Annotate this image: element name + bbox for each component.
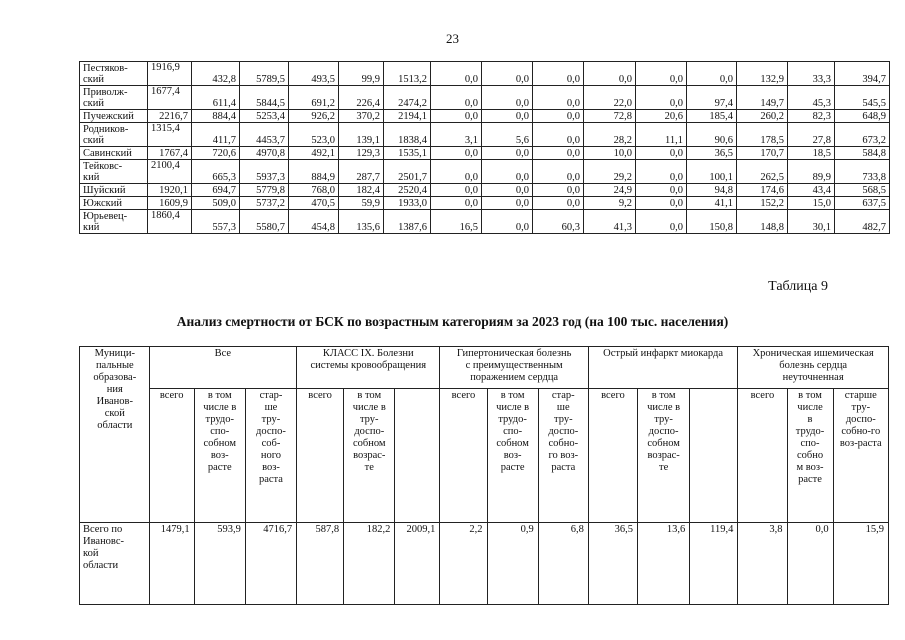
table-cell: 0,0 xyxy=(431,86,482,110)
subheader-cell: всего xyxy=(738,389,787,523)
total-cell: 0,9 xyxy=(487,523,538,605)
table-cell: 1535,1 xyxy=(384,147,431,160)
table-cell: 2501,7 xyxy=(384,160,431,184)
table-cell: 2194,1 xyxy=(384,110,431,123)
table-caption: Таблица 9 xyxy=(768,279,828,294)
subheader-cell: в том числе в трудо- спо- собно м воз- расте xyxy=(787,389,833,523)
table-cell: 28,2 xyxy=(584,123,636,147)
table-cell: 0,0 xyxy=(431,62,482,86)
table-cell: 1920,1 xyxy=(148,184,192,197)
table-cell: 2520,4 xyxy=(384,184,431,197)
table-cell: 0,0 xyxy=(482,210,533,234)
table-cell: 1609,9 xyxy=(148,197,192,210)
total-cell: 36,5 xyxy=(588,523,637,605)
table-row xyxy=(80,197,890,210)
table-cell: 60,3 xyxy=(533,210,584,234)
table-cell: 97,4 xyxy=(687,86,737,110)
table-cell: 1838,4 xyxy=(384,123,431,147)
table-cell: 0,0 xyxy=(431,197,482,210)
table-cell: 694,7 xyxy=(192,184,240,197)
table-cell: 132,9 xyxy=(737,62,788,86)
group-header-hypertension: Гипертоническая болезнь с преимущественным поражением сердца xyxy=(440,347,588,389)
table-cell: 523,0 xyxy=(289,123,339,147)
table-cell: 926,2 xyxy=(289,110,339,123)
table-cell: 545,5 xyxy=(835,86,890,110)
table-cell: 4453,7 xyxy=(240,123,289,147)
row-name: Родников- ский xyxy=(80,123,148,147)
table-cell: 1767,4 xyxy=(148,147,192,160)
table-cell: 0,0 xyxy=(533,184,584,197)
row-name: Южский xyxy=(80,197,148,210)
table-cell: 884,4 xyxy=(192,110,240,123)
subheader-cell: всего xyxy=(149,389,194,523)
total-cell: 0,0 xyxy=(787,523,833,605)
table-cell: 733,8 xyxy=(835,160,890,184)
table-cell: 0,0 xyxy=(533,110,584,123)
table-row xyxy=(80,210,890,234)
table-cell: 0,0 xyxy=(636,197,687,210)
table-cell: 287,7 xyxy=(339,160,384,184)
subheader-cell: в том числе в тру- доспо- собном возрас- те xyxy=(344,389,395,523)
table-row xyxy=(80,86,890,110)
table-cell: 260,2 xyxy=(737,110,788,123)
table-cell: 20,6 xyxy=(636,110,687,123)
table-cell: 5253,4 xyxy=(240,110,289,123)
table-cell: 16,5 xyxy=(431,210,482,234)
total-cell: 1479,1 xyxy=(149,523,194,605)
table-cell: 89,9 xyxy=(788,160,835,184)
total-cell: 119,4 xyxy=(690,523,738,605)
subheader-cell: всего xyxy=(588,389,637,523)
subheader-cell: старше тру- доспо- собно-го воз-раста xyxy=(833,389,888,523)
table-cell: 768,0 xyxy=(289,184,339,197)
table-cell: 139,1 xyxy=(339,123,384,147)
group-header-infarction: Острый инфаркт миокарда xyxy=(588,347,737,389)
table-row xyxy=(80,123,890,147)
table-cell: 0,0 xyxy=(431,110,482,123)
table-cell: 43,4 xyxy=(788,184,835,197)
table-cell: 1513,2 xyxy=(384,62,431,86)
subheader-cell: всего xyxy=(440,389,487,523)
subheader-cell: в том числе в трудо- спо- собном воз- расте xyxy=(194,389,245,523)
table-cell: 41,1 xyxy=(687,197,737,210)
table-cell: 0,0 xyxy=(533,123,584,147)
table-cell: 129,3 xyxy=(339,147,384,160)
total-cell: 587,8 xyxy=(297,523,344,605)
total-row-name: Всего по Ивановс- кой области xyxy=(80,523,150,605)
table-cell: 0,0 xyxy=(482,62,533,86)
total-cell: 2,2 xyxy=(440,523,487,605)
table-cell: 5,6 xyxy=(482,123,533,147)
table-cell: 0,0 xyxy=(482,197,533,210)
top-data-table xyxy=(79,61,890,234)
table-cell: 152,2 xyxy=(737,197,788,210)
table-cell: 0,0 xyxy=(636,210,687,234)
total-cell: 3,8 xyxy=(738,523,787,605)
table-cell: 509,0 xyxy=(192,197,240,210)
table-cell: 0,0 xyxy=(533,197,584,210)
table-cell: 15,0 xyxy=(788,197,835,210)
table-cell: 150,8 xyxy=(687,210,737,234)
table-cell: 148,8 xyxy=(737,210,788,234)
table-cell: 493,5 xyxy=(289,62,339,86)
row-name: Шуйский xyxy=(80,184,148,197)
table-cell: 482,7 xyxy=(835,210,890,234)
table-cell: 673,2 xyxy=(835,123,890,147)
table-cell: 1933,0 xyxy=(384,197,431,210)
table-cell: 720,6 xyxy=(192,147,240,160)
table-cell: 0,0 xyxy=(431,160,482,184)
subheader-cell xyxy=(690,389,738,523)
table-cell: 0,0 xyxy=(431,184,482,197)
table-cell: 82,3 xyxy=(788,110,835,123)
table-cell: 185,4 xyxy=(687,110,737,123)
table-cell: 370,2 xyxy=(339,110,384,123)
table-cell: 568,5 xyxy=(835,184,890,197)
table-cell: 262,5 xyxy=(737,160,788,184)
table-cell: 0,0 xyxy=(482,86,533,110)
table-cell: 557,3 xyxy=(192,210,240,234)
table-cell: 2474,2 xyxy=(384,86,431,110)
subheader-cell xyxy=(395,389,440,523)
row-name: Пучежский xyxy=(80,110,148,123)
table-cell: 884,9 xyxy=(289,160,339,184)
table-cell: 178,5 xyxy=(737,123,788,147)
table-row xyxy=(80,110,890,123)
table-cell: 18,5 xyxy=(788,147,835,160)
table-cell: 665,3 xyxy=(192,160,240,184)
table-cell: 27,8 xyxy=(788,123,835,147)
table-cell: 0,0 xyxy=(687,62,737,86)
table-cell: 470,5 xyxy=(289,197,339,210)
subheader-cell: стар- ше тру- доспо- соб- ного воз- раста xyxy=(245,389,296,523)
table-cell: 2100,4 xyxy=(148,160,192,184)
table-cell: 45,3 xyxy=(788,86,835,110)
municipality-header: Муници- пальные образова- ния Иванов- ской области xyxy=(80,347,150,523)
table-cell: 2216,7 xyxy=(148,110,192,123)
table-cell: 100,1 xyxy=(687,160,737,184)
table-cell: 5844,5 xyxy=(240,86,289,110)
table-cell: 0,0 xyxy=(636,184,687,197)
table-cell: 90,6 xyxy=(687,123,737,147)
table-cell: 135,6 xyxy=(339,210,384,234)
table-cell: 3,1 xyxy=(431,123,482,147)
table-cell: 5580,7 xyxy=(240,210,289,234)
table-cell: 9,2 xyxy=(584,197,636,210)
table-cell: 149,7 xyxy=(737,86,788,110)
group-header-ischemic: Хроническая ишемическая болезнь сердца неуточненная xyxy=(738,347,889,389)
table-cell: 0,0 xyxy=(636,147,687,160)
table-cell: 33,3 xyxy=(788,62,835,86)
table-cell: 24,9 xyxy=(584,184,636,197)
table-cell: 454,8 xyxy=(289,210,339,234)
table-cell: 0,0 xyxy=(533,86,584,110)
table-cell: 0,0 xyxy=(482,160,533,184)
table-cell: 1860,4 xyxy=(148,210,192,234)
row-name: Савинский xyxy=(80,147,148,160)
table-cell: 36,5 xyxy=(687,147,737,160)
table-cell: 59,9 xyxy=(339,197,384,210)
table-title: Анализ смертности от БСК по возрастным категориям за 2023 год (на 100 тыс. населения) xyxy=(176,314,729,329)
table-cell: 0,0 xyxy=(636,160,687,184)
table-cell: 611,4 xyxy=(192,86,240,110)
table-cell: 411,7 xyxy=(192,123,240,147)
row-name: Юрьевец- кий xyxy=(80,210,148,234)
table-cell: 5789,5 xyxy=(240,62,289,86)
table-cell: 170,7 xyxy=(737,147,788,160)
table-row xyxy=(80,147,890,160)
table-cell: 432,8 xyxy=(192,62,240,86)
table-cell: 5779,8 xyxy=(240,184,289,197)
row-name: Пестяков- ский xyxy=(80,62,148,86)
table-cell: 5737,2 xyxy=(240,197,289,210)
row-name: Приволж- ский xyxy=(80,86,148,110)
table-cell: 0,0 xyxy=(636,62,687,86)
subheader-cell: всего xyxy=(297,389,344,523)
total-cell: 593,9 xyxy=(194,523,245,605)
total-cell: 15,9 xyxy=(833,523,888,605)
total-cell: 6,8 xyxy=(538,523,588,605)
table-cell: 94,8 xyxy=(687,184,737,197)
table-cell: 1916,9 xyxy=(148,62,192,86)
age-mortality-table xyxy=(79,346,889,605)
table-cell: 648,9 xyxy=(835,110,890,123)
table-cell: 29,2 xyxy=(584,160,636,184)
table-cell: 1315,4 xyxy=(148,123,192,147)
table-cell: 492,1 xyxy=(289,147,339,160)
table-cell: 0,0 xyxy=(482,147,533,160)
table-cell: 0,0 xyxy=(482,184,533,197)
group-header-class-ix: КЛАСС IX. Болезни системы кровообращения xyxy=(297,347,440,389)
total-cell: 182,2 xyxy=(344,523,395,605)
table-cell: 0,0 xyxy=(533,147,584,160)
group-header-all: Все xyxy=(149,347,296,389)
table-cell: 584,8 xyxy=(835,147,890,160)
table-cell: 0,0 xyxy=(533,160,584,184)
subheader-cell: в том числе в тру- доспо- собном возрас- те xyxy=(638,389,690,523)
table-cell: 1677,4 xyxy=(148,86,192,110)
table-cell: 22,0 xyxy=(584,86,636,110)
total-cell: 2009,1 xyxy=(395,523,440,605)
table-cell: 99,9 xyxy=(339,62,384,86)
total-cell: 4716,7 xyxy=(245,523,296,605)
table-cell: 11,1 xyxy=(636,123,687,147)
table-cell: 226,4 xyxy=(339,86,384,110)
table-cell: 5937,3 xyxy=(240,160,289,184)
table-cell: 10,0 xyxy=(584,147,636,160)
table-cell: 4970,8 xyxy=(240,147,289,160)
table-row xyxy=(80,62,890,86)
table-cell: 72,8 xyxy=(584,110,636,123)
table-cell: 0,0 xyxy=(584,62,636,86)
table-row xyxy=(80,160,890,184)
table-cell: 0,0 xyxy=(533,62,584,86)
row-name: Тейковс- кий xyxy=(80,160,148,184)
table-cell: 1387,6 xyxy=(384,210,431,234)
table-cell: 637,5 xyxy=(835,197,890,210)
total-cell: 13,6 xyxy=(638,523,690,605)
page-number: 23 xyxy=(446,31,459,46)
table-row xyxy=(80,184,890,197)
table-cell: 394,7 xyxy=(835,62,890,86)
table-cell: 41,3 xyxy=(584,210,636,234)
table-cell: 0,0 xyxy=(482,110,533,123)
table-cell: 174,6 xyxy=(737,184,788,197)
subheader-cell: стар- ше тру- доспо- собно- го воз- раста xyxy=(538,389,588,523)
table-cell: 691,2 xyxy=(289,86,339,110)
subheader-cell: в том числе в трудо- спо- собном воз- расте xyxy=(487,389,538,523)
table-cell: 182,4 xyxy=(339,184,384,197)
table-cell: 0,0 xyxy=(636,86,687,110)
table-cell: 30,1 xyxy=(788,210,835,234)
table-cell: 0,0 xyxy=(431,147,482,160)
